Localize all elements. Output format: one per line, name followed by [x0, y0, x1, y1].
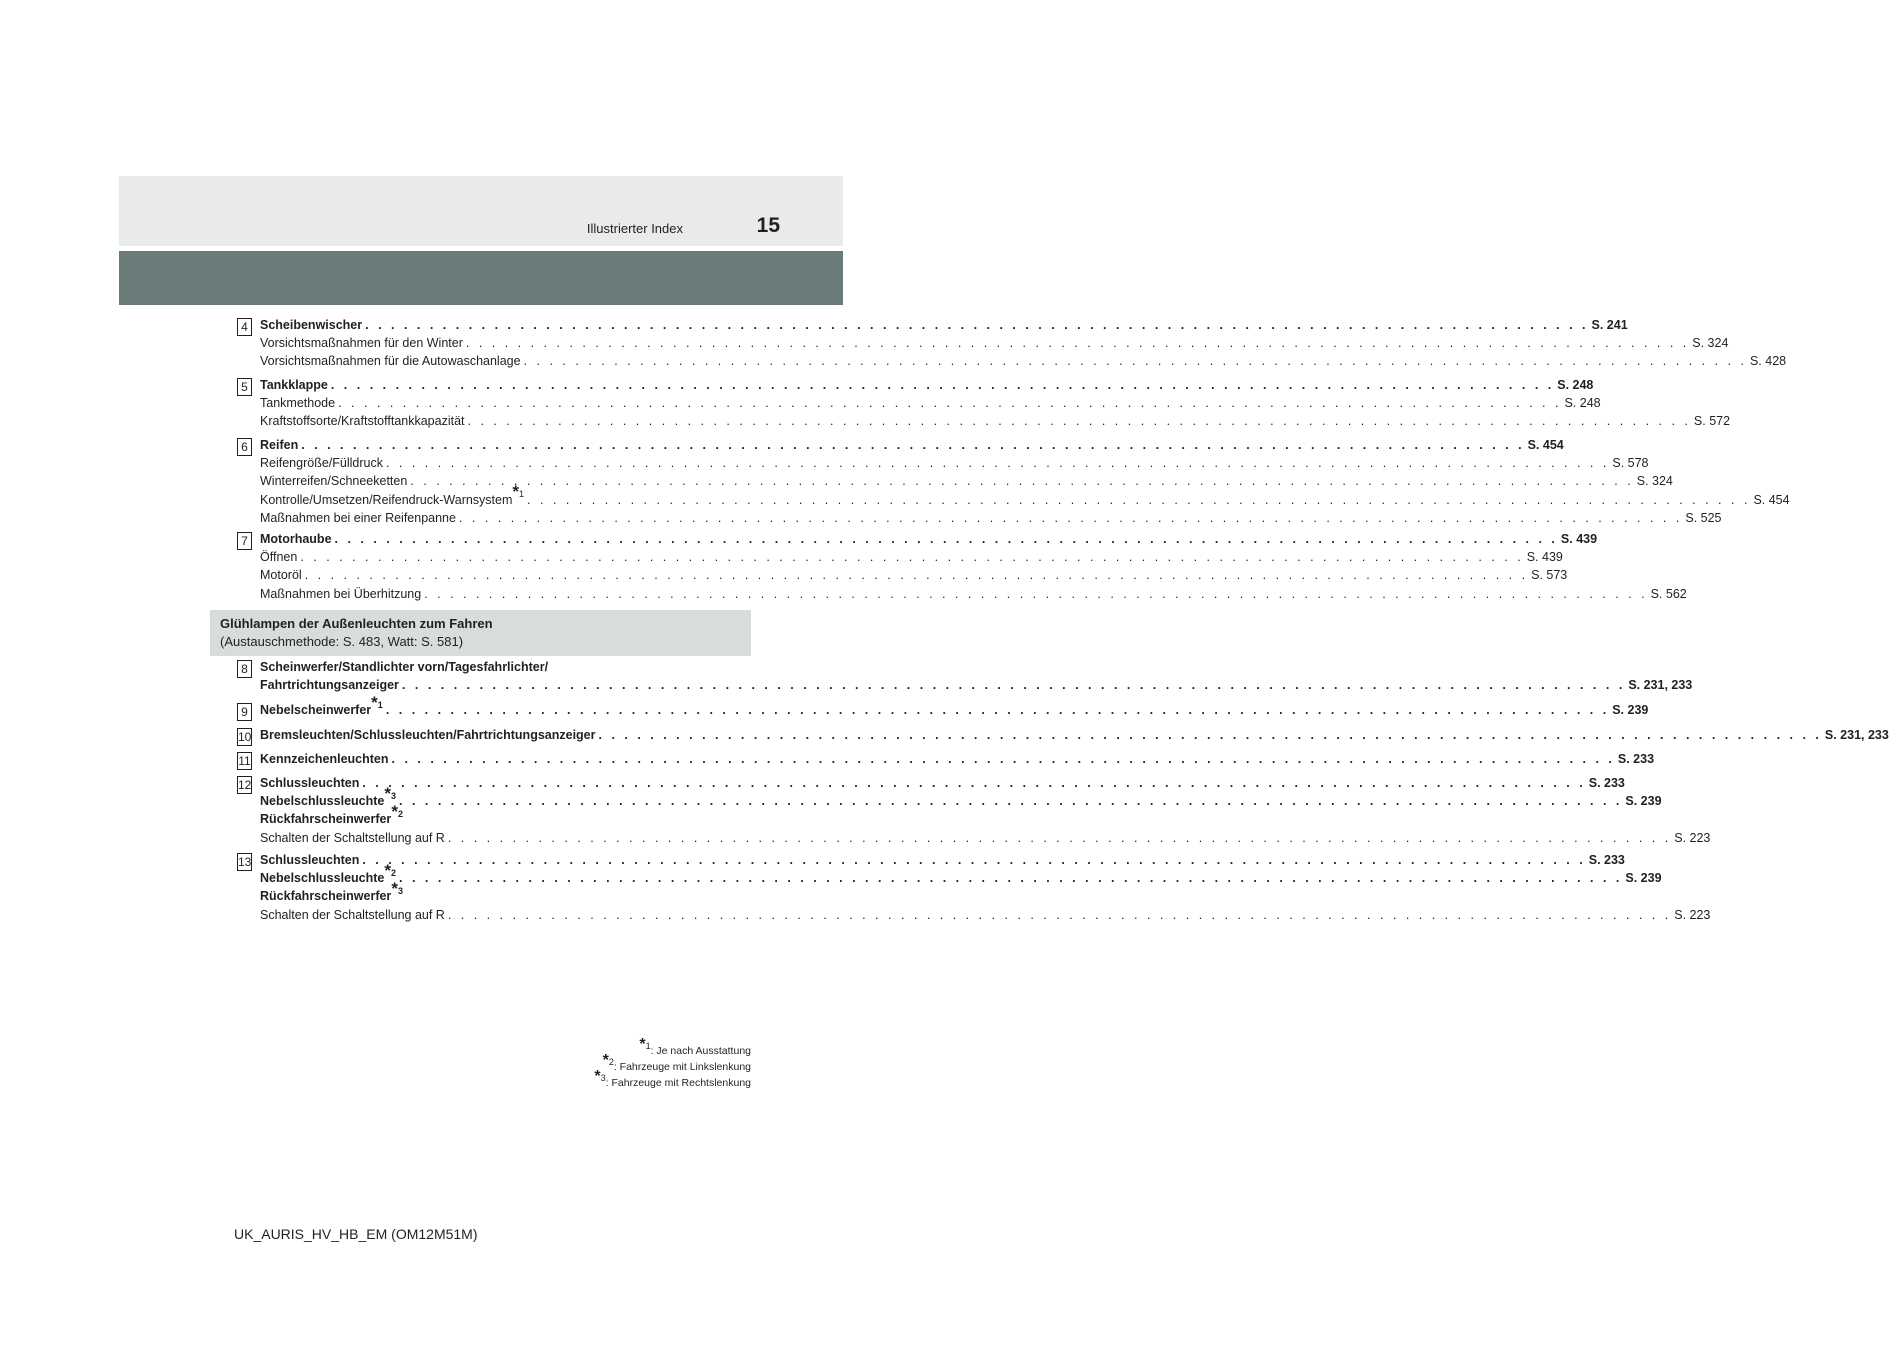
dot-leader: [456, 511, 1685, 525]
entry-label: Öffnen: [260, 550, 298, 565]
entry-label: Scheinwerfer/Standlichter vorn/Tagesfahrlichter/: [260, 660, 549, 674]
entry-label: Rückfahrscheinwerfer$^{*3}$: [260, 879, 403, 904]
index-entry: [260, 414, 1731, 432]
page-ref: S. 562: [1650, 586, 1687, 601]
dot-leader: [389, 752, 1618, 766]
entry-label: Schlussleuchten: [260, 776, 360, 790]
index-entry: [260, 378, 1594, 396]
page-ref: S. 578: [1612, 456, 1649, 471]
index-entry: [260, 482, 1790, 511]
entry-label: Nebelscheinwerfer$^{*1}$: [260, 692, 383, 717]
entry-label: Schalten der Schaltstellung auf R: [260, 830, 445, 845]
entry-label: Schlussleuchten: [260, 853, 360, 867]
dot-leader: [298, 438, 1527, 452]
entry-label: Tankklappe: [260, 378, 328, 392]
dot-leader: [396, 871, 1625, 885]
entry-label: Bremsleuchten/Schlussleuchten/Fahrtrichtungsanzeiger: [260, 728, 596, 742]
dot-leader: [421, 587, 1650, 601]
dot-leader: [335, 396, 1564, 410]
footnote-ref: *3: [391, 879, 403, 899]
footnote: $^{*2}$: Fahrzeuge mit Linkslenkung: [602, 1051, 751, 1073]
index-entry: [260, 586, 1687, 605]
page-ref: S. 233: [1588, 776, 1625, 790]
dot-leader: [596, 728, 1825, 742]
page-ref: S. 439: [1560, 532, 1598, 546]
entry-label: Maßnahmen bei einer Reifenpanne: [260, 510, 456, 525]
entry-label: Maßnahmen bei Überhitzung: [260, 586, 422, 601]
footnote-ref: *3: [384, 784, 396, 804]
entry-label: Rückfahrscheinwerfer$^{*2}$: [260, 802, 403, 827]
footnote-ref: *2: [384, 861, 396, 881]
index-entry: [260, 456, 1649, 474]
index-marker: 8: [237, 660, 252, 678]
index-entry: [260, 550, 1563, 568]
dot-leader: [521, 354, 1750, 368]
entry-label: Fahrtrichtungsanzeiger: [260, 678, 399, 693]
page-ref: S. 223: [1674, 830, 1711, 845]
dot-leader: [524, 493, 1753, 507]
page-ref: S. 439: [1526, 550, 1563, 565]
index-entry: [260, 318, 1628, 336]
dot-leader: [407, 474, 1636, 488]
page-ref: S. 231, 233: [1824, 728, 1889, 742]
index-entry: [260, 861, 1662, 889]
page-ref: S. 248: [1557, 378, 1594, 392]
footnote: $^{*3}$: Fahrzeuge mit Rechtslenkung: [594, 1067, 751, 1089]
entry-label: Motorhaube: [260, 532, 332, 546]
page-ref: S. 572: [1693, 414, 1731, 429]
index-marker: 10: [238, 730, 252, 744]
page-ref: S. 324: [1692, 336, 1729, 351]
dot-leader: [332, 532, 1561, 546]
entry-label: Tankmethode: [260, 396, 336, 411]
page-ref: S. 248: [1564, 396, 1601, 411]
entry-label: Kontrolle/Umsetzen/Reifendruck-Warnsystem$^{*1}$: [260, 482, 525, 507]
page-ref: S. 239: [1612, 703, 1649, 717]
page-ref: S. 454: [1527, 438, 1564, 452]
entry-label: Kraftstoffsorte/Kraftstofftankkapazität: [260, 414, 465, 429]
index-marker: 13: [238, 855, 252, 869]
index-marker: 9: [237, 703, 252, 721]
index-marker: 6: [237, 438, 252, 456]
page-ref: S. 233: [1617, 752, 1655, 766]
index-entry: [260, 776, 1625, 794]
entry-label: Scheibenwischer: [260, 318, 363, 332]
dot-leader: [383, 703, 1612, 717]
index-entry: [260, 907, 1711, 926]
page-ref: S. 525: [1685, 510, 1722, 525]
entry-label: Reifengröße/Fülldruck: [260, 456, 383, 471]
header-dark-band: [119, 251, 843, 305]
header-band: [119, 176, 843, 246]
entry-label: Motoröl: [260, 568, 302, 583]
footnote: $^{*1}$: Je nach Ausstattung: [639, 1035, 751, 1057]
footnote-ref: *1: [512, 482, 525, 502]
index-entry: [260, 568, 1568, 586]
page-ref: S. 223: [1674, 907, 1711, 922]
page-ref: S. 324: [1636, 474, 1673, 489]
index-entry: [260, 474, 1673, 492]
section-title: Illustrierter Index: [586, 221, 683, 236]
dot-leader: [445, 831, 1674, 845]
dot-leader: [359, 776, 1588, 790]
page-ref: S. 428: [1749, 354, 1787, 369]
entry-label: Vorsichtsmaßnahmen für die Autowaschanlage: [260, 354, 521, 369]
index-entry: [260, 438, 1564, 456]
dot-leader: [362, 318, 1591, 332]
index-marker: 12: [238, 778, 252, 792]
entry-label: Schalten der Schaltstellung auf R: [260, 907, 445, 922]
dot-leader: [396, 794, 1625, 808]
index-entry: [260, 354, 1787, 372]
dot-leader: [302, 568, 1531, 582]
section-box: [210, 610, 751, 656]
dot-leader: [297, 550, 1526, 564]
page-ref: S. 454: [1753, 492, 1790, 507]
section-box-title: Glühlampen der Außenleuchten zum Fahren: [220, 616, 493, 631]
index-entry: [260, 532, 1598, 550]
entry-label: Vorsichtsmaßnahmen für den Winter: [260, 336, 463, 351]
dot-leader: [465, 414, 1694, 428]
entry-label: Winterreifen/Schneeketten: [260, 474, 408, 489]
page-ref: S. 239: [1625, 794, 1662, 809]
index-entry: [260, 802, 724, 830]
dot-leader: [359, 853, 1588, 867]
dot-leader: [463, 336, 1692, 350]
page-ref: S. 239: [1625, 871, 1662, 886]
page-ref: S. 233: [1588, 853, 1625, 867]
page-ref: S. 241: [1591, 318, 1628, 332]
index-entry: [260, 830, 1711, 849]
footnote-ref: *1: [371, 692, 383, 712]
index-entry: [260, 784, 1662, 812]
dot-leader: [328, 378, 1557, 392]
dot-leader: [383, 456, 1612, 470]
index-marker: 7: [237, 532, 252, 550]
index-entry: [260, 678, 1693, 696]
entry-label: Nebelschlussleuchte$^{*2}$: [260, 861, 396, 886]
document-code: UK_AURIS_HV_HB_EM (OM12M51M): [234, 1226, 478, 1242]
entry-label: Reifen: [260, 438, 299, 452]
index-entry: [260, 728, 1889, 746]
index-entry: [260, 396, 1601, 414]
entry-label: Kennzeichenleuchten: [260, 752, 389, 766]
index-marker: 4: [237, 318, 252, 336]
dot-leader: [399, 678, 1628, 692]
index-entry: [260, 660, 724, 678]
index-entry: [260, 510, 1722, 529]
page-number: 15: [756, 214, 780, 237]
index-entry: [260, 692, 1649, 721]
index-entry: [260, 752, 1655, 770]
page-ref: S. 573: [1531, 568, 1568, 583]
index-marker: 11: [238, 754, 251, 768]
index-entry: [260, 879, 724, 907]
footnotes: [500, 1035, 751, 1091]
footnote-ref: *2: [391, 802, 403, 822]
index-marker: 5: [237, 378, 252, 396]
index-entry: [260, 336, 1729, 354]
index-entry: [260, 853, 1625, 871]
entry-label: Nebelschlussleuchte$^{*3}$: [260, 784, 396, 809]
dot-leader: [445, 908, 1674, 922]
section-box-subtitle: (Austauschmethode: S. 483, Watt: S. 581): [220, 634, 464, 649]
page-ref: S. 231, 233: [1628, 678, 1693, 693]
